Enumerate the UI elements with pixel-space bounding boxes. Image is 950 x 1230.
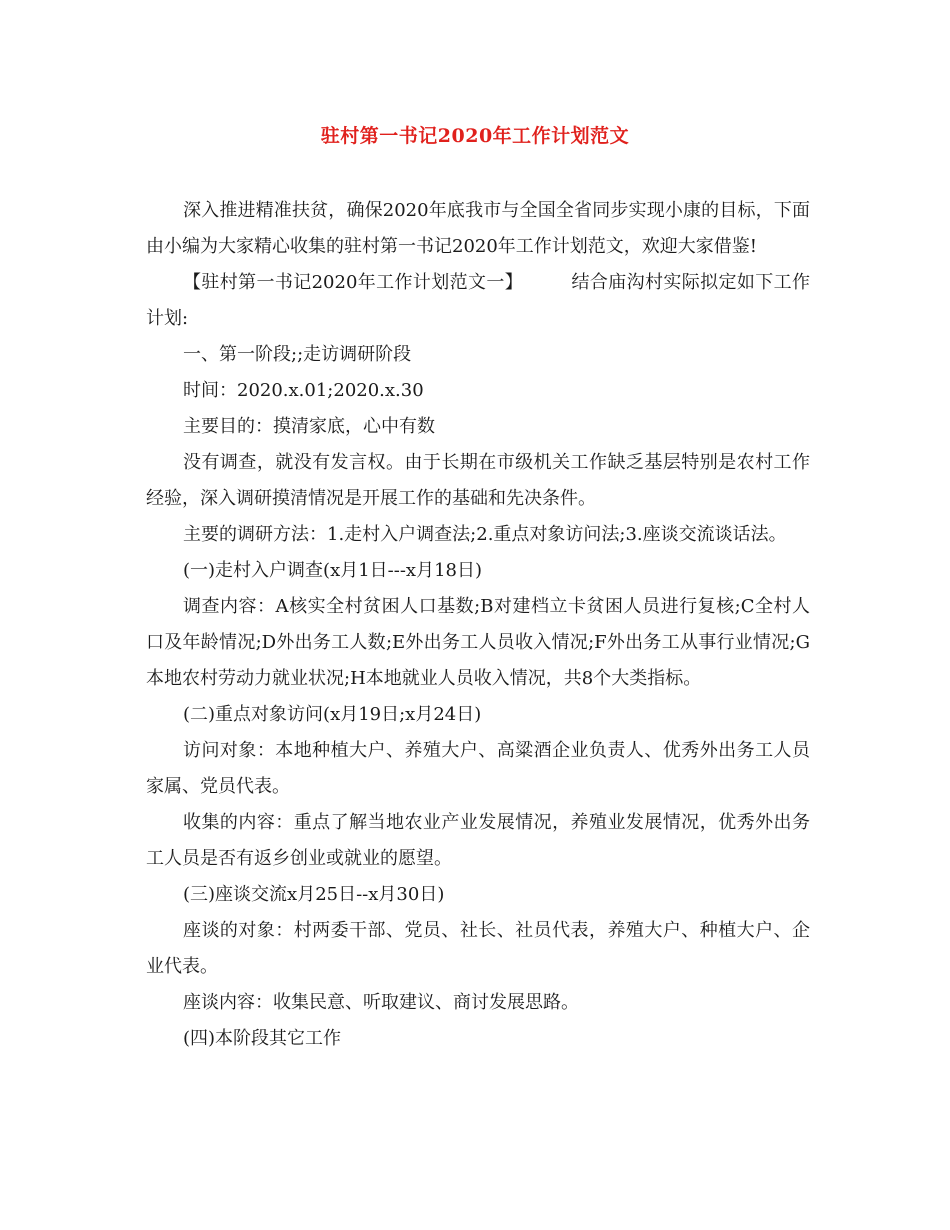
phase1-goal: 主要目的：摸清家底，心中有数 (183, 416, 435, 437)
phase1-methods: 主要的调研方法：1.走村入户调查法;2.重点对象访问法;3.座谈交流谈话法。 (183, 524, 787, 545)
forum-title: (三)座谈交流x月25日--x月30日) (183, 884, 445, 905)
phase1-title: 一、第一阶段;;走访调研阶段 (183, 344, 412, 365)
phase1-time: 时间：2020.x.01;2020.x.30 (183, 380, 424, 401)
section-heading: 【驻村第一书记2020年工作计划范文一】 (183, 272, 524, 293)
survey-title: (一)走村入户调查(x月1日---x月18日) (183, 560, 482, 581)
visit-title: (二)重点对象访问(x月19日;x月24日) (183, 704, 482, 725)
visit-content: 收集的内容：重点了解当地农业产业发展情况，养殖业发展情况，优秀外出务工人员是否有返乡创业或就业的愿望。 (146, 812, 810, 869)
survey-content: 调查内容：A核实全村贫困人口基数;B对建档立卡贫困人员进行复核;C全村人口及年龄情况;D外出务工人数;E外出务工人员收入情况;F外出务工从事行业情况;G本地农村劳动力就业状况;H本地就业人员收入情况，共8个大类指标。 (146, 596, 810, 689)
forum-targets: 座谈的对象：村两委干部、党员、社长、社员代表，养殖大户、种植大户、企业代表。 (146, 920, 810, 977)
section-paragraph (146, 265, 810, 337)
other-title: (四)本阶段其它工作 (183, 1028, 342, 1049)
document-title: 驻村第一书记2020年工作计划范文 (320, 125, 630, 147)
forum-content: 座谈内容：收集民意、听取建议、商讨发展思路。 (183, 992, 579, 1013)
section-lead: 结合庙沟村实际拟定如下工作计划: (146, 272, 811, 329)
visit-targets: 访问对象：本地种植大户、养殖大户、高粱酒企业负责人、优秀外出务工人员家属、党员代表。 (146, 740, 810, 797)
phase1-reason: 没有调查，就没有发言权。由于长期在市级机关工作缺乏基层特别是农村工作经验，深入调研摸清情况是开展工作的基础和先决条件。 (146, 452, 810, 509)
document-body (146, 193, 810, 1057)
intro-paragraph: 深入推进精准扶贫，确保2020年底我市与全国全省同步实现小康的目标，下面由小编为大家精心收集的驻村第一书记2020年工作计划范文，欢迎大家借鉴! (146, 200, 810, 257)
